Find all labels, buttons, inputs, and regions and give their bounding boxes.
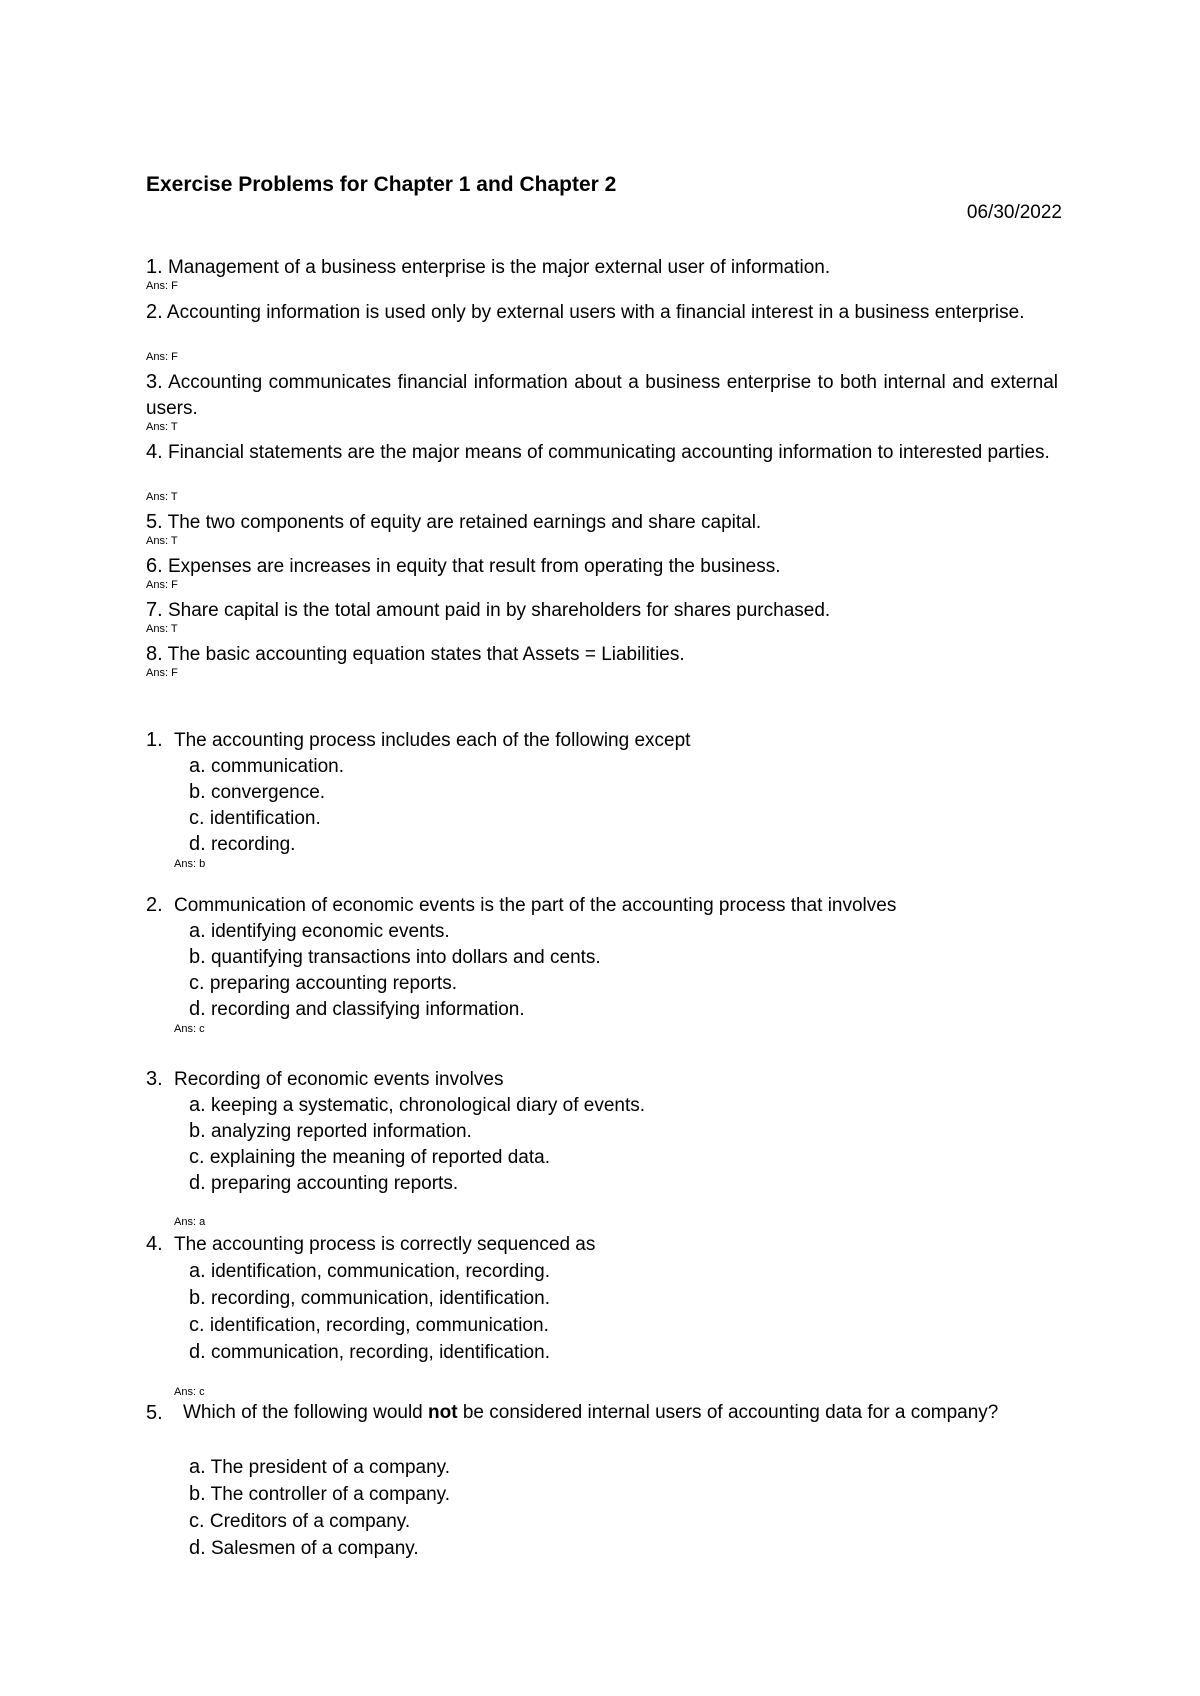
tf-item-2: [146, 299, 1058, 326]
mc-option: a. keeping a systematic, chronological diary of events.: [189, 1094, 646, 1116]
mc-number: 2.: [146, 894, 163, 916]
mc-option: b. quantifying transactions into dollars and cents.: [189, 946, 601, 968]
tf-number: 7.: [146, 599, 163, 621]
mc-number: 4.: [146, 1233, 163, 1255]
tf-item-8: [146, 641, 685, 668]
tf-answer: Ans: T: [146, 623, 178, 635]
tf-answer: Ans: T: [146, 421, 178, 433]
tf-item-7: [146, 597, 830, 624]
mc-option: d. recording.: [189, 833, 296, 855]
mc-answer: Ans: c: [174, 1386, 205, 1398]
tf-answer: Ans: F: [146, 579, 178, 591]
document-date: 06/30/2022: [966, 202, 1062, 223]
mc-question-text: Recording of economic events involves: [173, 1069, 504, 1090]
mc-number: 1.: [146, 729, 163, 751]
mc-option: a. communication.: [189, 755, 345, 777]
mc-question-text: The accounting process includes each of the following except: [173, 730, 691, 751]
tf-number: 2.: [146, 301, 163, 323]
tf-item-5: [146, 509, 761, 536]
tf-statement: Accounting communicates financial information about a business enterprise to both internal and external users.: [146, 372, 1059, 419]
mc-option: a. identification, communication, recording.: [189, 1260, 550, 1282]
mc-option: c. preparing accounting reports.: [189, 972, 457, 994]
mc-option: d. preparing accounting reports.: [189, 1172, 459, 1194]
tf-item-1: [146, 254, 830, 281]
mc-question-5: [146, 1400, 163, 1427]
mc-option: d. Salesmen of a company.: [189, 1537, 419, 1559]
mc-answer: Ans: a: [174, 1216, 206, 1228]
tf-statement: Financial statements are the major means of communicating accounting information to interested parties.: [167, 442, 1050, 463]
mc-option: b. convergence.: [189, 781, 326, 803]
emphasis-not: not: [428, 1402, 458, 1423]
tf-item-3: [146, 369, 1058, 422]
mc-option: d. communication, recording, identification.: [189, 1341, 550, 1363]
tf-number: 4.: [146, 441, 163, 463]
mc-option: b. The controller of a company.: [189, 1483, 450, 1505]
mc-number: 3.: [146, 1068, 163, 1090]
mc-question-1: [146, 727, 690, 754]
mc-answer: Ans: c: [174, 1023, 205, 1035]
tf-number: 6.: [146, 555, 163, 577]
mc-question-4: [146, 1231, 595, 1258]
tf-number: 1.: [146, 256, 163, 278]
mc-option: c. explaining the meaning of reported data.: [189, 1146, 550, 1168]
mc-option: a. identifying economic events.: [189, 920, 450, 942]
tf-number: 3.: [146, 371, 163, 393]
tf-statement: Share capital is the total amount paid in by shareholders for shares purchased.: [167, 600, 831, 621]
mc-answer: Ans: b: [174, 858, 206, 870]
tf-statement: Management of a business enterprise is the major external user of information.: [167, 257, 831, 278]
tf-answer: Ans: T: [146, 491, 178, 503]
mc-question-2: [146, 892, 896, 919]
tf-statement: Accounting information is used only by external users with a financial interest in a business enterprise.: [166, 302, 1025, 323]
page-title: Exercise Problems for Chapter 1 and Chapter 2: [146, 173, 617, 196]
tf-answer: Ans: F: [146, 351, 178, 363]
mc-number: 5.: [146, 1402, 163, 1424]
mc-option: c. Creditors of a company.: [189, 1510, 411, 1532]
tf-item-6: [146, 553, 781, 580]
tf-number: 5.: [146, 511, 163, 533]
tf-number: 8.: [146, 643, 163, 665]
tf-answer: Ans: F: [146, 667, 178, 679]
mc-question-text: Communication of economic events is the part of the accounting process that involves: [173, 895, 897, 916]
tf-statement: The basic accounting equation states that Assets = Liabilities.: [167, 644, 685, 665]
mc-question-3: [146, 1066, 503, 1093]
mc-option: b. recording, communication, identification.: [189, 1287, 550, 1309]
mc-question-text: Which of the following would not be considered internal users of accounting data for a company?: [183, 1402, 999, 1423]
tf-item-4: [146, 439, 1058, 466]
mc-question-text: The accounting process is correctly sequenced as: [173, 1234, 596, 1255]
mc-option: c. identification, recording, communication.: [189, 1314, 549, 1336]
tf-answer: Ans: T: [146, 535, 178, 547]
mc-option: c. identification.: [189, 807, 321, 829]
mc-option: a. The president of a company.: [189, 1456, 451, 1478]
mc-option: b. analyzing reported information.: [189, 1120, 472, 1142]
tf-statement: Expenses are increases in equity that result from operating the business.: [167, 556, 781, 577]
tf-statement: The two components of equity are retained earnings and share capital.: [167, 512, 762, 533]
tf-answer: Ans: F: [146, 280, 178, 292]
mc-option: d. recording and classifying information.: [189, 998, 525, 1020]
